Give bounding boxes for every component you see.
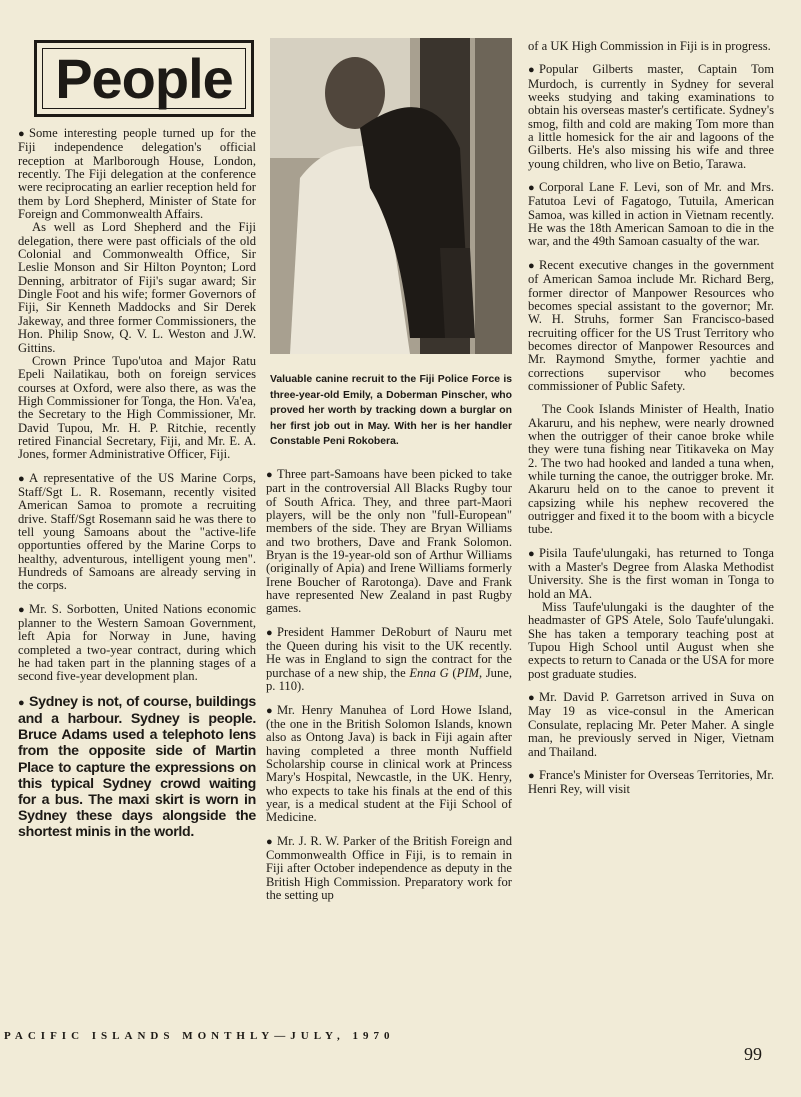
article-paragraph: The Cook Islands Minister of Health, Inatio Akaruru, and his nephew, were nearly drowned when the outrigger of their canoe broke while they were tuna fishing near Titikaveka on May 2. The two had hooked and landed a tuna when, while turning the canoe, the outrigger broke. Mr. Akaruru held on to the canoe to prevent it capsizing while his nephew recovered the outrigger and fixed it to the boom with a bicycle tube. <box>528 402 774 537</box>
bullet-icon: ● <box>18 696 25 709</box>
article-paragraph: ● Corporal Lane F. Levi, son of Mr. and Mrs. Fatutoa Levi of Fagatogo, Tutuila, American Samoa, was killed in action in Vietnam recently. He was the 18th American Samoan to die in the war, and the 49th Samoan casualty of the war. <box>528 180 774 249</box>
article-paragraph: ● Mr. Henry Manuhea of Lord Howe Island, (the one in the British Solomon Islands, known also as Ontong Java) is back in Fiji again after having completed a three month Nuffield Scholarship course in clinical work at Princess Mary's Hospital, Newcastle, in the UK. Henry, who expects to take his finals at the end of this year, is a medical student at the Fiji School of Medicine. <box>266 702 512 825</box>
masthead <box>34 40 254 117</box>
article-paragraph: ● France's Minister for Overseas Territories, Mr. Henri Rey, will visit <box>528 767 774 797</box>
article-paragraph: ● Some interesting people turned up for the Fiji independence delegation's official reception at Marlborough House, London, recently. The Fiji delegation at the conference were reciprocating an earlier reception held for them by Lord Shepherd, Minister of State for Foreign and Commonwealth Affairs. <box>18 126 256 222</box>
article-paragraph: ● Popular Gilberts master, Captain Tom Murdoch, is currently in Sydney for several weeks studying and taking examinations to obtain his overseas master's certificate. Sydney's smog, filth and cold are making Tom more than a little homesick for the air and lagoons of the Gilberts. He's also missing his wife and three young children, who live on Betio, Tarawa. <box>528 62 774 171</box>
article-paragraph: of a UK High Commission in Fiji is in progress. <box>528 39 771 53</box>
bullet-icon: ● <box>266 469 273 481</box>
article-paragraph: ● Mr. David P. Garretson arrived in Suva on May 19 as vice-consul in the American Consulate, replacing Mr. Peter Maher. A single man, he previously served in Niger, Vietnam and Thailand. <box>528 690 774 759</box>
bullet-icon: ● <box>266 704 273 717</box>
article-paragraph: ● President Hammer DeRoburt of Nauru met the Queen during his visit to the UK recently. He was in England to sign the contract for the purchase of a new ship, the Enna G (PIM, June, p. 110). <box>266 624 513 694</box>
page-number: 99 <box>744 1044 762 1064</box>
bullet-icon: ● <box>528 769 535 782</box>
masthead-inner-rule <box>42 48 246 109</box>
article-paragraph: ● Recent executive changes in the government of American Samoa include Mr. Richard Berg, former director of Manpower Resources who becomes special assistant to the governor; Mr. W. H. Struhs, former San Francisco-based recruiting officer for the US Trust Territory who becomes director of Manpower Resources and Mr. Raymond Smythe, former yachtie and corrections supervisor who becomes commissioner of Public Safety. <box>528 257 774 393</box>
column-2 <box>266 468 512 912</box>
photo-police-dog <box>270 38 512 354</box>
column-1 <box>18 127 256 851</box>
article-paragraph: As well as Lord Shepherd and the Fiji delegation, there were past officials of the old Colonial and Commonwealth Office, Sir Leslie Monson and Sir Hilton Poynton; Lord Denning, arbitrator of Fiji's sugar award; Sir Dingle Foot and his wife; former Governors of Fiji, Sir Kenneth Maddocks and Sir Derek Jakeway, and three former Commissioners, the Hon. Philip Snow, Q. V. L. Weston and J.W. Gittins. <box>18 220 256 355</box>
running-footer: PACIFIC ISLANDS MONTHLY—JULY, 1970 <box>4 1030 395 1042</box>
bullet-icon: ● <box>528 182 535 195</box>
photo-illustration <box>270 38 512 354</box>
bullet-icon: ● <box>266 626 273 639</box>
bullet-icon: ● <box>528 547 535 560</box>
page-title: People <box>55 46 233 110</box>
article-paragraph: Miss Taufe'ulungaki is the daughter of the headmaster of GPS Atele, Solo Taufe'ulungaki. She has taken a temporary teaching post at Tupou High School until August when she expects to return to Canada or the USA for more post graduate studies. <box>528 600 774 681</box>
article-paragraph: ● A representative of the US Marine Corps, Staff/Sgt L. R. Rosemann, recently visited American Samoa to promote a recruiting drive. Staff/Sgt Rosemann said he was there to tell young Samoans about the "active-life opportunties offered by the Marine Corps to healthy, adventurous, intelligent young men". Hundreds of Samoans are already serving in the corps. <box>18 470 256 593</box>
bullet-icon: ● <box>18 603 25 616</box>
bullet-icon: ● <box>18 128 25 140</box>
article-paragraph: ● Mr. J. R. W. Parker of the British Foreign and Commonwealth Office in Fiji, is to remain in Fiji after October independence as deputy in the British High Commission. Preparatory work for the setting up <box>266 833 512 902</box>
bullet-icon: ● <box>528 64 535 77</box>
photo-caption-sydney: ● Sydney is not, of course, buildings and a harbour. Sydney is people. Bruce Adams used a telephoto lens from the opposite side of Martin Place to capture the expressions on this typical Sydney crowd waiting for a bus. The maxi skirt is worn in Sydney these days alongside the shortest minis in the world. <box>18 693 256 841</box>
bullet-icon: ● <box>528 692 535 705</box>
bullet-icon: ● <box>18 472 25 485</box>
bullet-icon: ● <box>528 259 535 272</box>
article-paragraph: ● Pisila Taufe'ulungaki, has returned to Tonga with a Master's Degree from Alaska Methodist University. She is the first woman in Tonga to hold an MA. <box>528 545 774 601</box>
photo-caption: Valuable canine recruit to the Fiji Police Force is three-year-old Emily, a Doberman Pinscher, who proved her worth by tracking down a burglar on her first job out in May. With her is her handler Constable Peni Rokobera. <box>270 374 512 448</box>
article-paragraph: ● Three part-Samoans have been picked to take part in the controversial All Blacks Rugby tour of South Africa. They, and three part-Maori players, will be the only non "full-European" members of the side. They are Bryan Williams and two brothers, Dave and Frank Solomon. Bryan is the 19-year-old son of Arthur Williams (originally of Apia) and Irene Williams formerly Irene Boucher of Rarotonga). Dave and Frank have represented New Zealand in past Rugby games. <box>266 467 512 616</box>
bullet-icon: ● <box>266 835 273 848</box>
article-paragraph: ● Mr. S. Sorbotten, United Nations economic planner to the Western Samoan Government, left Apia for Norway in June, having completed a two-year contract, during which he had taken part in the planning stages of a second five-year development plan. <box>18 601 256 684</box>
article-paragraph: Crown Prince Tupo'utoa and Major Ratu Epeli Nailatikau, both on foreign services courses at Oxford, were also there, as was the High Commissioner for Tonga, the Hon. Va'ea, the Secretary to the High Commissioner, Mr. David Tupou, Mr. H. P. Ritchie, recently retired Financial Secretary, Fiji, and Mr. E. A. Jones, former Administrative Officer, Fiji. <box>18 353 256 462</box>
column-3 <box>528 40 774 807</box>
